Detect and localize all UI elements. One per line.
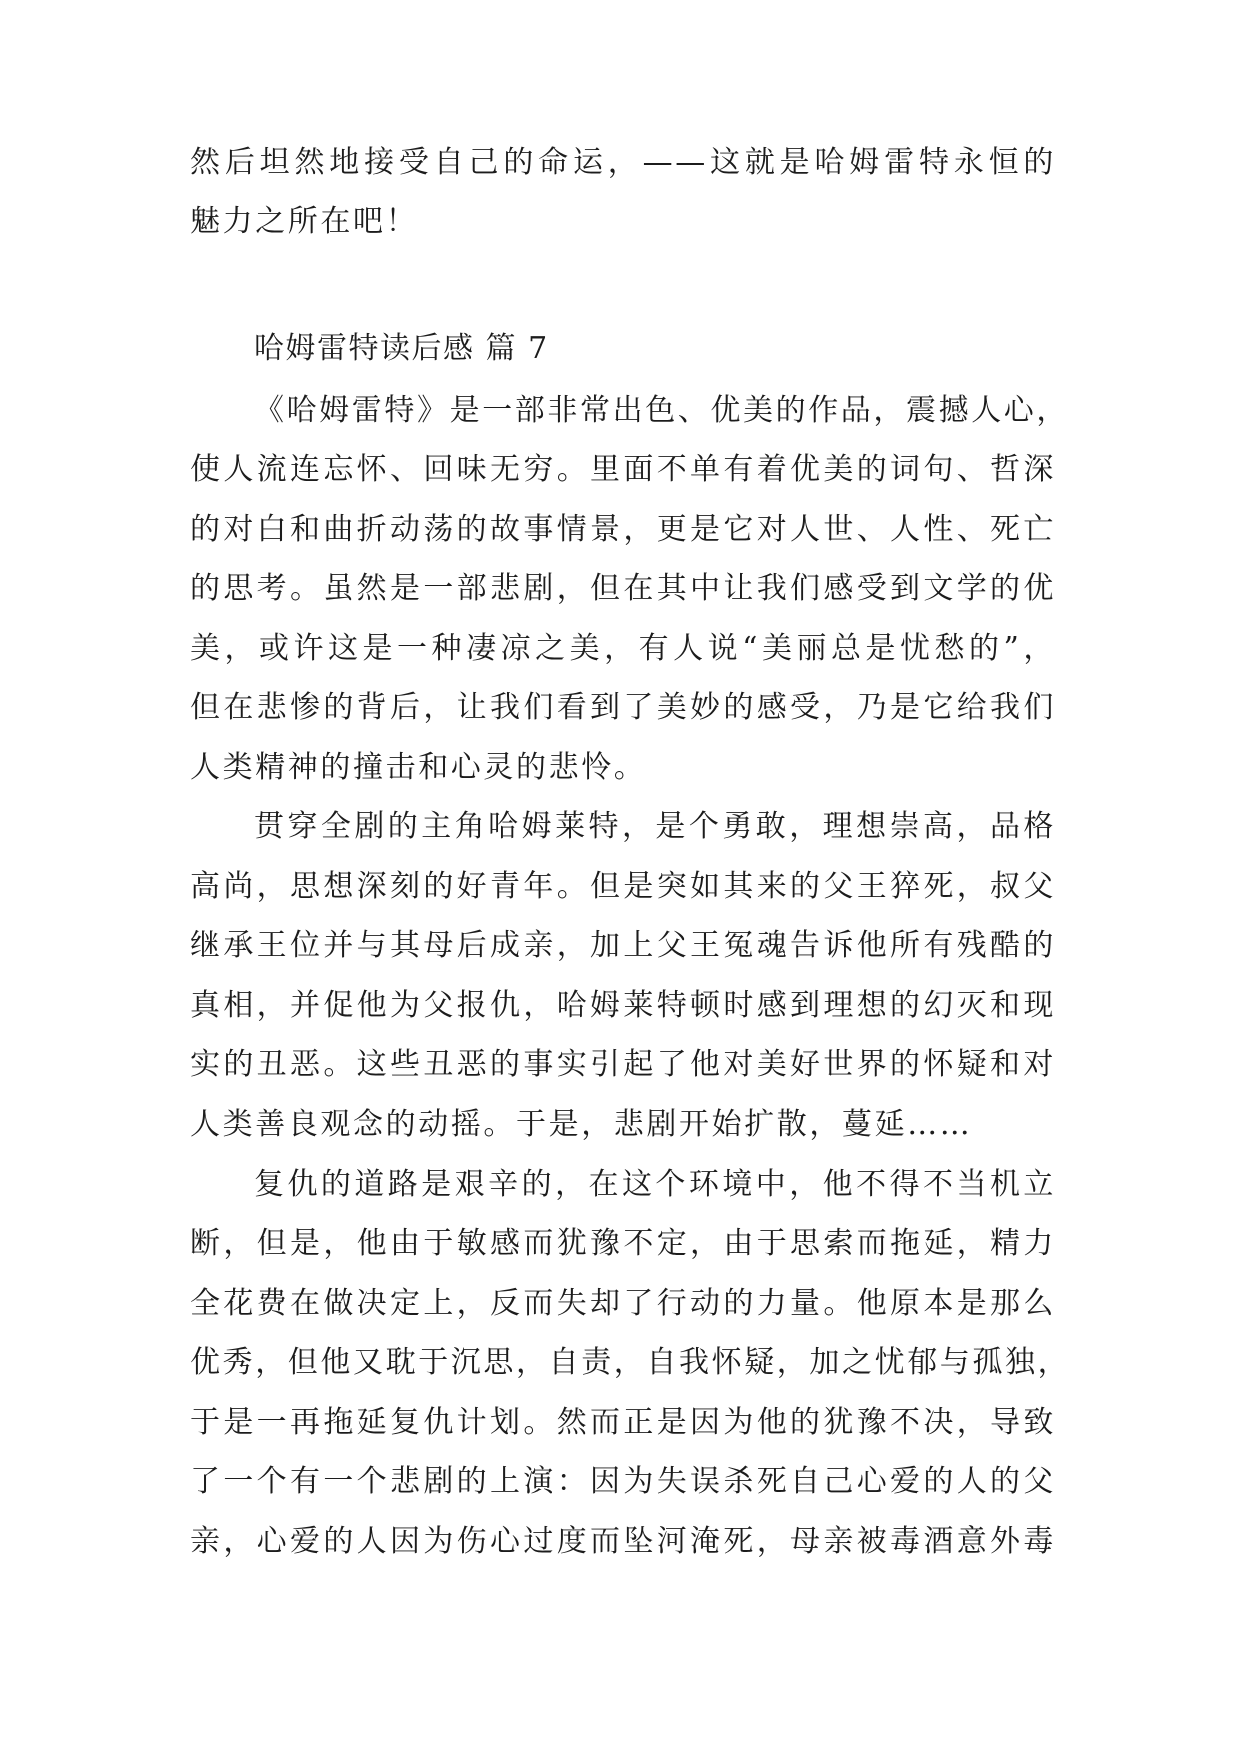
- text-line: 于是一再拖延复仇计划。然而正是因为他的犹豫不决，导致: [190, 1405, 1056, 1440]
- text-line: 魅力之所在吧！: [190, 204, 419, 239]
- text-line: 了一个有一个悲剧的上演：因为失误杀死自己心爱的人的父: [190, 1464, 1056, 1499]
- text-line: 断，但是，他由于敏感而犹豫不定，由于思索而拖延，精力: [190, 1226, 1056, 1261]
- text-line: 亲，心爱的人因为伤心过度而坠河淹死，母亲被毒酒意外毒: [190, 1524, 1056, 1559]
- paragraph-first-line: 复仇的道路是艰辛的，在这个环境中，他不得不当机立: [254, 1167, 1056, 1202]
- text-line: 人类善良观念的动摇。于是，悲剧开始扩散，蔓延……: [190, 1107, 973, 1142]
- text-line: 高尚，思想深刻的好青年。但是突如其来的父王猝死，叔父: [190, 869, 1056, 904]
- text-line: 全花费在做决定上，反而失却了行动的力量。他原本是那么: [190, 1286, 1056, 1321]
- text-line: 真相，并促他为父报仇，哈姆莱特顿时感到理想的幻灭和现: [190, 988, 1056, 1023]
- text-line: 美，或许这是一种凄凉之美，有人说“美丽总是忧愁的”，: [190, 631, 1056, 666]
- text-line: 的思考。虽然是一部悲剧，但在其中让我们感受到文学的优: [190, 571, 1056, 606]
- text-line: 使人流连忘怀、回味无穷。里面不单有着优美的词句、哲深: [190, 452, 1056, 487]
- text-line: 然后坦然地接受自己的命运，——这就是哈姆雷特永恒的: [190, 145, 1056, 180]
- text-line: 继承王位并与其母后成亲，加上父王冤魂告诉他所有残酷的: [190, 928, 1056, 963]
- section-title: 哈姆雷特读后感 篇 7: [254, 331, 549, 366]
- text-line: 人类精神的撞击和心灵的悲怜。: [190, 750, 647, 785]
- text-line: 的对白和曲折动荡的故事情景，更是它对人世、人性、死亡: [190, 512, 1056, 547]
- paragraph-first-line: 《哈姆雷特》是一部非常出色、优美的作品，震撼人心，: [254, 393, 1069, 428]
- paragraph-first-line: 贯穿全剧的主角哈姆莱特，是个勇敢，理想崇高，品格: [254, 809, 1056, 844]
- text-line: 实的丑恶。这些丑恶的事实引起了他对美好世界的怀疑和对: [190, 1047, 1056, 1082]
- text-line: 但在悲惨的背后，让我们看到了美妙的感受，乃是它给我们: [190, 690, 1056, 725]
- text-line: 优秀，但他又耽于沉思，自责，自我怀疑，加之忧郁与孤独，: [190, 1345, 1071, 1380]
